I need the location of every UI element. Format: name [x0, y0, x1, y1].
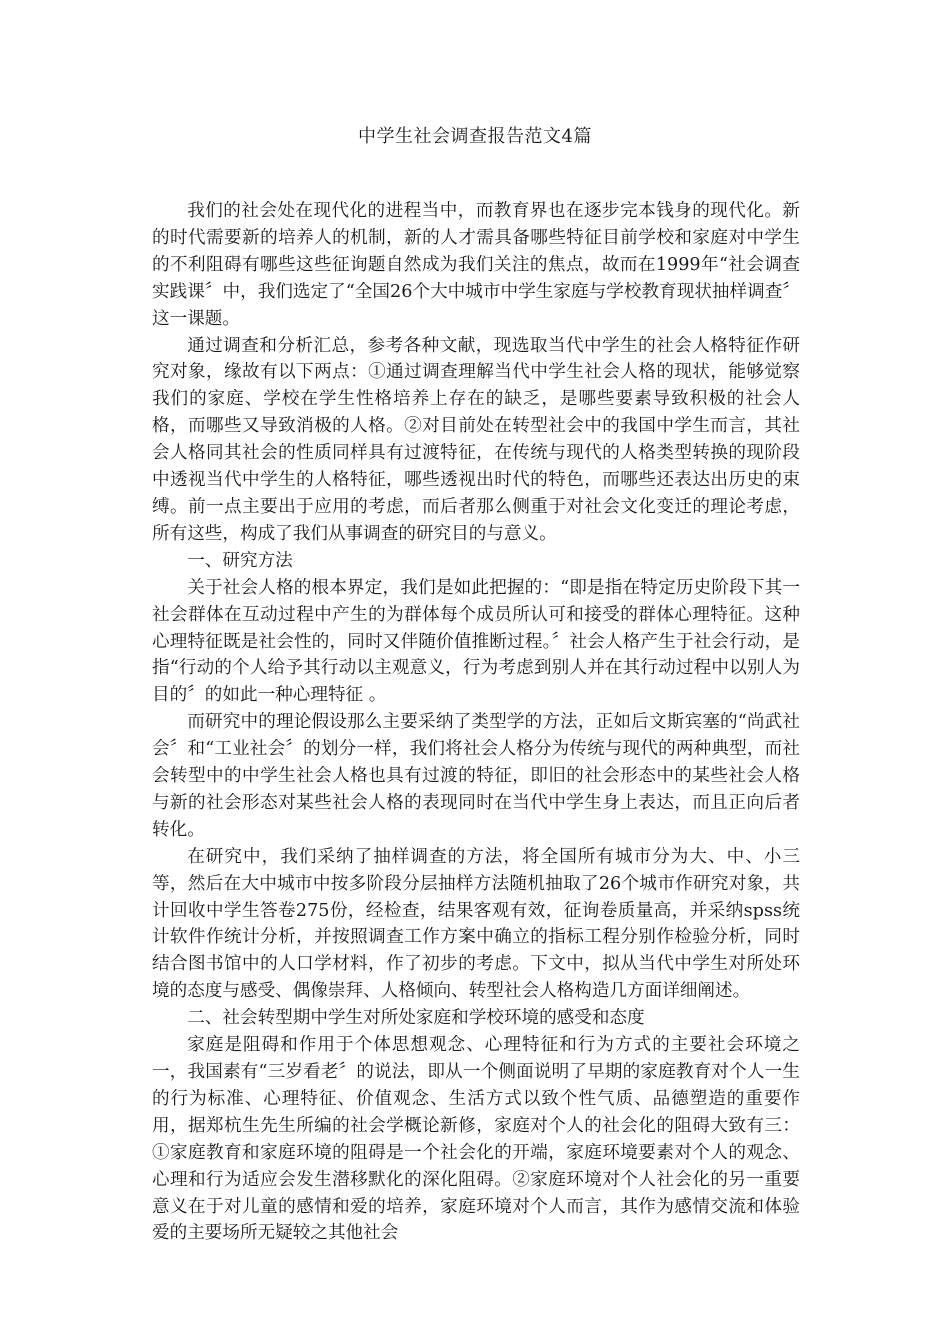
- document-title: 中学生社会调查报告范文4篇: [358, 126, 592, 147]
- paragraph-family: 家庭是阻碍和作用于个体思想观念、心理特征和行为方式的主要社会环境之一，我国素有“三岁看老〞的说法，即从一个侧面说明了早期的家庭教育对个人一生的行为标准、心理特征、价值观念、生活方式以致个性气质、品德塑造的重要作用，据郑杭生先生所编的社会学概论新修，家庭对个人的社会化的阻碍大致有三：①家庭教育和家庭环境的阻碍是一个社会化的开端，家庭环境要素对个人的观念、心理和行为适应会发生潜移默化的深化阻碍。②家庭环境对个人社会化的另一重要意义在于对儿童的感情和爱的培养，家庭环境对个人而言，其作为感情交流和体验爱的主要场所无疑较之其他社会: [152, 1035, 800, 1244]
- paragraph-sampling: 在研究中，我们采纳了抽样调查的方法，将全国所有城市分为大、中、小三等，然后在大中城市中按多阶段分层抽样方法随机抽取了26个城市作研究对象，共计回收中学生答卷275份，经检查，结果客观有效，征询卷质量高，并采纳spss统计软件作统计分析，并按照调查工作方案中确立的指标工程分别作检验分析，同时结合图书馆中的人口学材料，作了初步的考虑。下文中，拟从当代中学生对所处环境的态度与感受、偶像崇拜、人格倾向、转型社会人格构造几方面详细阐述。: [152, 846, 800, 1002]
- paragraph-purpose: 通过调查和分析汇总，参考各种文献，现选取当代中学生的社会人格特征作研究对象，缘故有以下两点：①通过调查理解当代中学生社会人格的现状，能够觉察我们的家庭、学校在学生性格培养上存在的缺乏，是哪些要素导致积极的社会人格，而哪些又导致消极的人格。②对目前处在转型社会中的我国中学生而言，其社会人格同其社会的性质同样具有过渡特征，在传统与现代的人格类型转换的现阶段中透视当代中学生的人格特征，哪些透视出时代的特色，而哪些还表达出历史的束缚。前一点主要出于应用的考虑，而后者那么侧重于对社会文化变迁的理论考虑，所有这些，构成了我们从事调查的研究目的与意义。: [152, 335, 800, 544]
- document-body: [152, 198, 800, 1247]
- paragraph-hypothesis: 而研究中的理论假设那么主要采纳了类型学的方法，正如后文斯宾塞的“尚武社会〞和“工业社会〞的划分一样，我们将社会人格分为传统与现代的两种典型，而社会转型中的中学生社会人格也具有过渡的特征，即旧的社会形态中的某些社会人格与新的社会形态对某些社会人格的表现同时在当代中学生身上表达，而且正向后者转化。: [152, 712, 800, 840]
- section-heading-research-method: 一、研究方法: [187, 550, 293, 571]
- section-heading-environment: 二、社会转型期中学生对所处家庭和学校环境的感受和态度: [187, 1008, 645, 1029]
- paragraph-intro: 我们的社会处在现代化的进程当中，而教育界也在逐步完本钱身的现代化。新的时代需要新的培养人的机制，新的人才需具备哪些特征目前学校和家庭对中学生的不利阻碍有哪些这些征询题自然成为我们关注的焦点，故而在1999年“社会调查实践课〞中，我们选定了“全国26个大中城市中学生家庭与学校教育现状抽样调查〞这一课题。: [152, 201, 800, 329]
- paragraph-definition: 关于社会人格的根本界定，我们是如此把握的：“即是指在特定历史阶段下其一社会群体在互动过程中产生的为群体每个成员所认可和接受的群体心理特征。这种心理特征既是社会性的，同时又伴随价值推断过程。〞社会人格产生于社会行动，是指“行动的个人给予其行动以主观意义，行为考虑到别人并在其行动过程中以别人为目的〞的如此一种心理特征 。: [152, 577, 800, 706]
